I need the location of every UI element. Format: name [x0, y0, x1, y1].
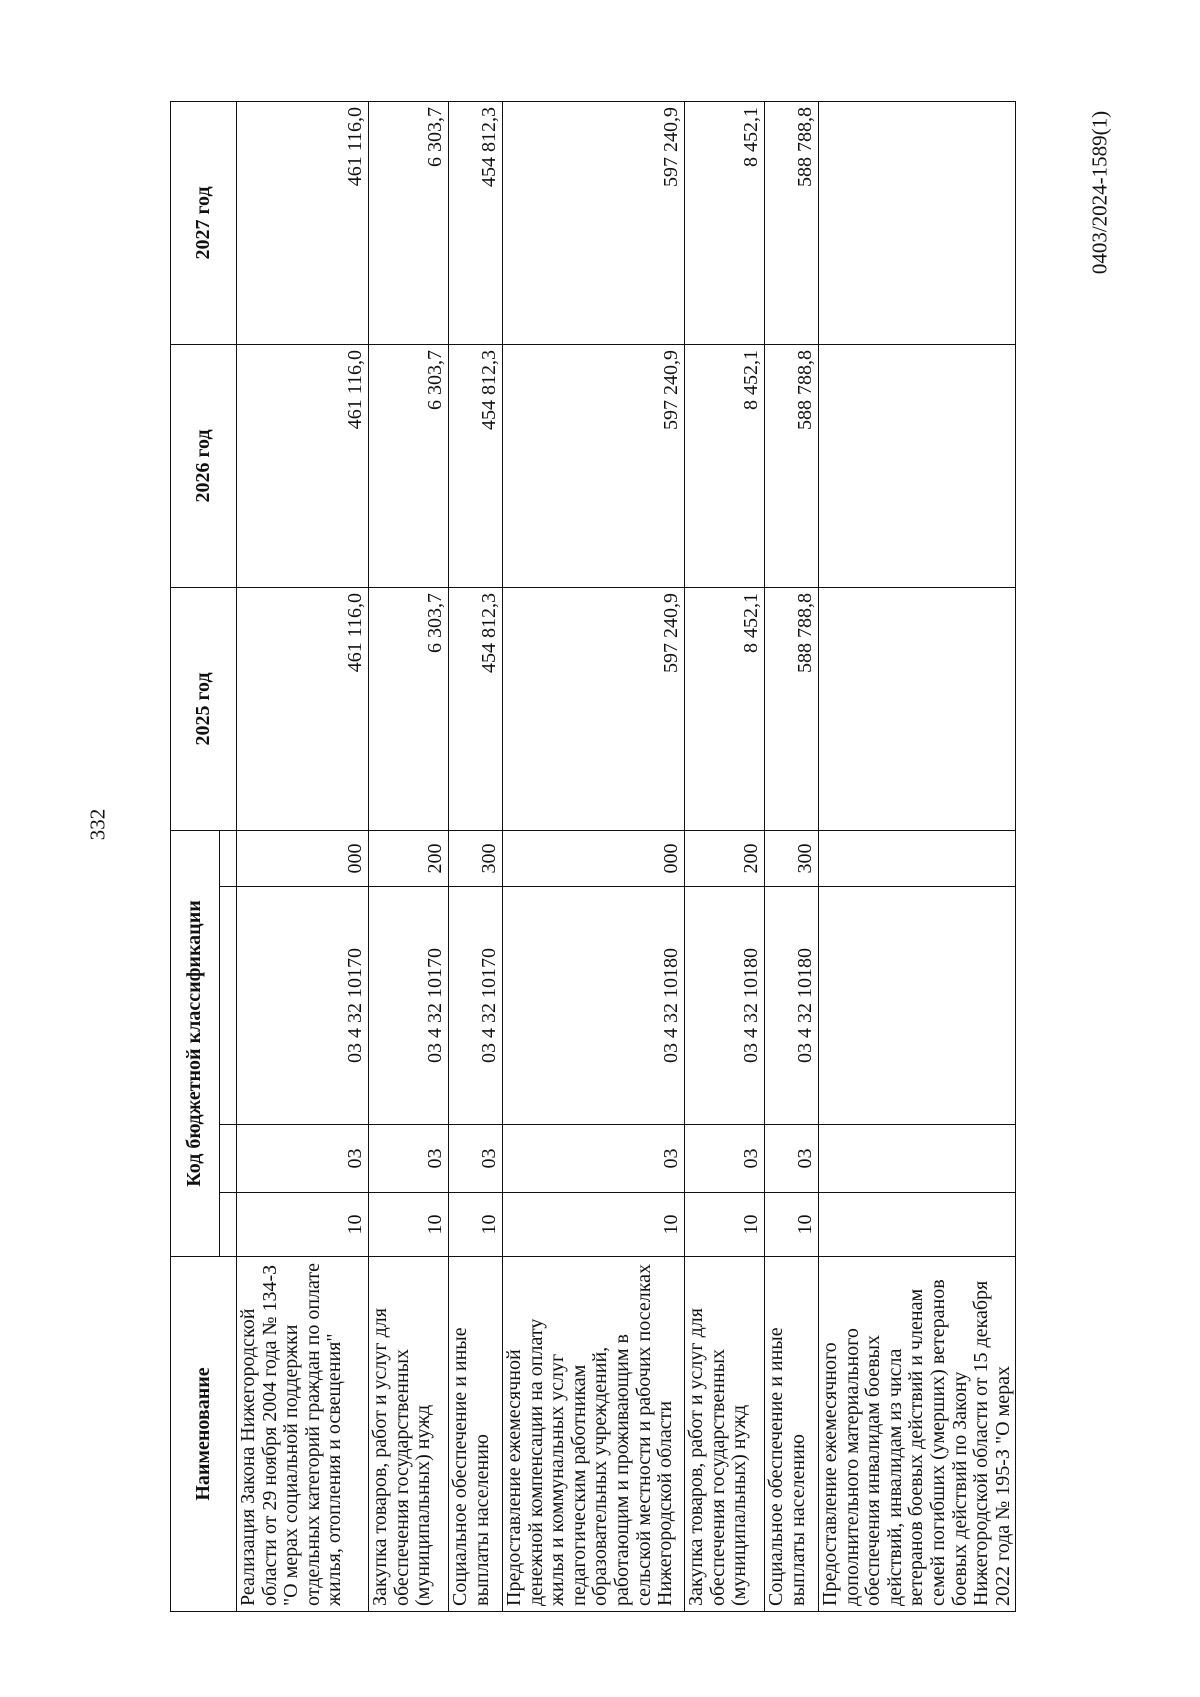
row-code-subsection: 03	[237, 1125, 369, 1193]
row-code-section: 10	[765, 1193, 819, 1257]
table-row	[449, 101, 503, 1611]
row-value-2025: 597 240,9	[503, 587, 685, 830]
row-value-2027: 461 116,0	[237, 101, 369, 344]
row-code-target: 03 4 32 10180	[503, 887, 685, 1125]
row-code-target: 03 4 32 10180	[685, 887, 765, 1125]
row-value-2025	[819, 587, 1016, 830]
row-value-2025: 588 788,8	[765, 587, 819, 830]
table-row	[819, 101, 1016, 1611]
header-code-sub-2	[220, 1125, 237, 1193]
rotated-table-wrapper	[170, 102, 1014, 1612]
row-value-2025: 6 303,7	[369, 587, 449, 830]
budget-table	[170, 101, 1016, 1612]
row-code-type: 000	[503, 830, 685, 886]
header-2027: 2027 год	[171, 101, 237, 344]
row-value-2025: 461 116,0	[237, 587, 369, 830]
row-name: Закупка товаров, работ и услуг для обеспечения государственных (муниципальных) нужд	[685, 1257, 765, 1612]
row-code-section	[819, 1193, 1016, 1257]
row-code-section: 10	[685, 1193, 765, 1257]
row-code-subsection: 03	[685, 1125, 765, 1193]
row-name: Предоставление ежемесячной денежной компенсации на оплату жилья и коммунальных услуг педагогическим работникам образовательных учреждений, работающим и проживающим в сельской местности и рабочих поселках Нижегородской области	[503, 1257, 685, 1612]
row-code-subsection: 03	[369, 1125, 449, 1193]
row-code-type: 300	[449, 830, 503, 886]
row-code-subsection: 03	[449, 1125, 503, 1193]
row-code-target: 03 4 32 10170	[449, 887, 503, 1125]
row-code-section: 10	[237, 1193, 369, 1257]
row-name: Закупка товаров, работ и услуг для обеспечения государственных (муниципальных) нужд	[369, 1257, 449, 1612]
row-code-type: 000	[237, 830, 369, 886]
header-code-sub-4	[220, 830, 237, 886]
row-value-2026: 588 788,8	[765, 344, 819, 587]
row-value-2027: 454 812,3	[449, 101, 503, 344]
header-2025: 2025 год	[171, 587, 237, 830]
row-code-subsection: 03	[503, 1125, 685, 1193]
row-code-subsection	[819, 1125, 1016, 1193]
row-code-type: 200	[685, 830, 765, 886]
table-row	[685, 101, 765, 1611]
row-code-target: 03 4 32 10170	[369, 887, 449, 1125]
row-code-target: 03 4 32 10180	[765, 887, 819, 1125]
row-code-type: 200	[369, 830, 449, 886]
header-2026: 2026 год	[171, 344, 237, 587]
row-value-2026: 454 812,3	[449, 344, 503, 587]
row-name: Социальное обеспечение и иные выплаты населению	[765, 1257, 819, 1612]
header-code-group: Код бюджетной классификации	[171, 830, 220, 1256]
row-value-2025: 8 452,1	[685, 587, 765, 830]
row-name: Реализация Закона Нижегородской области от 29 ноября 2004 года № 134-З "О мерах социальной поддержки отдельных категорий граждан по оплате жилья, отопления и освещения"	[237, 1257, 369, 1612]
row-code-section: 10	[503, 1193, 685, 1257]
row-code-target: 03 4 32 10170	[237, 887, 369, 1125]
row-code-target	[819, 887, 1016, 1125]
row-value-2027	[819, 101, 1016, 344]
table-row	[765, 101, 819, 1611]
row-value-2027: 8 452,1	[685, 101, 765, 344]
row-value-2026: 6 303,7	[369, 344, 449, 587]
row-value-2027: 597 240,9	[503, 101, 685, 344]
table-row	[237, 101, 369, 1611]
row-value-2026	[819, 344, 1016, 587]
row-code-subsection: 03	[765, 1125, 819, 1193]
row-code-section: 10	[369, 1193, 449, 1257]
row-code-type	[819, 830, 1016, 886]
row-code-type: 300	[765, 830, 819, 886]
header-name: Наименование	[171, 1257, 237, 1612]
page-number: 332	[85, 808, 110, 841]
row-value-2026: 8 452,1	[685, 344, 765, 587]
row-value-2027: 6 303,7	[369, 101, 449, 344]
table-row	[369, 101, 449, 1611]
header-code-sub-1	[220, 1193, 237, 1257]
row-value-2026: 597 240,9	[503, 344, 685, 587]
row-value-2026: 461 116,0	[237, 344, 369, 587]
row-code-section: 10	[449, 1193, 503, 1257]
header-code-sub-3	[220, 887, 237, 1125]
row-value-2027: 588 788,8	[765, 101, 819, 344]
table-row	[503, 101, 685, 1611]
row-value-2025: 454 812,3	[449, 587, 503, 830]
row-name: Социальное обеспечение и иные выплаты населению	[449, 1257, 503, 1612]
row-name: Предоставление ежемесячного дополнительного материального обеспечения инвалидам боевых действий, инвалидам из числа ветеранов боевых действий и членам семей погибших (умерших) ветеранов боевых действий по Закону Нижегородской области от 15 декабря 2022 года № 195-З "О мерах	[819, 1257, 1016, 1612]
document-code: 0403/2024-1589(1)	[1087, 110, 1112, 275]
